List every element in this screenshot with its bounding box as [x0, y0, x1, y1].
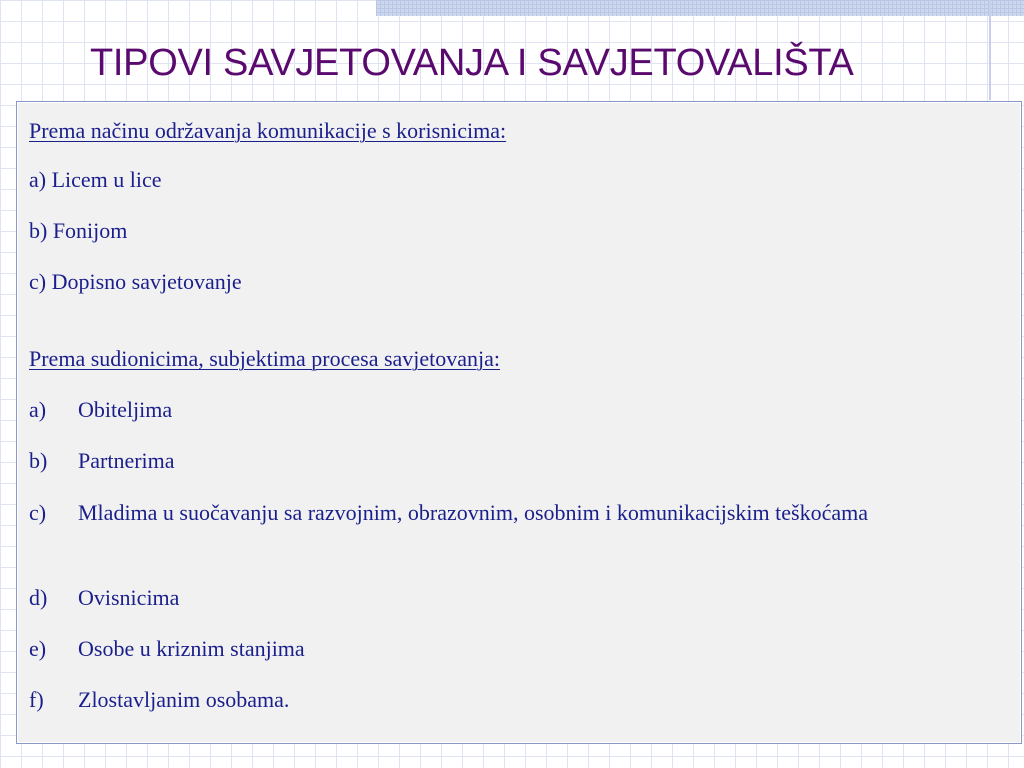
list-marker: a) [29, 397, 47, 422]
list-item [29, 682, 1009, 717]
list-item-text: Obiteljima [78, 397, 173, 422]
list-item-text: Partnerima [78, 448, 175, 473]
list-item: a) Licem u lice [29, 167, 162, 192]
list-item [29, 495, 1009, 530]
list-item: c) Dopisno savjetovanje [29, 269, 242, 294]
list-marker: f) [29, 687, 44, 712]
list-marker: d) [29, 585, 48, 610]
list-item-text: Zlostavljanim osobama. [78, 687, 290, 712]
right-decorative-line [989, 0, 991, 100]
top-decorative-band [376, 0, 1024, 16]
content-box [16, 101, 1022, 744]
list-item [29, 631, 1009, 666]
list-item: b) Fonijom [29, 218, 128, 243]
list-item-text: Mladima u suočavanju sa razvojnim, obrazovnim, osobnim i komunikacijskim teškoćama [78, 500, 869, 525]
list-item [29, 580, 1009, 615]
list-item [29, 392, 1009, 427]
slide-title: TIPOVI SAVJETOVANJA I SAVJETOVALIŠTA [90, 42, 854, 84]
list-item-text: Osobe u kriznim stanjima [78, 636, 305, 661]
list-item [29, 443, 1009, 478]
section-heading-participants: Prema sudionicima, subjektima procesa savjetovanja: [29, 346, 501, 371]
list-marker: b) [29, 448, 48, 473]
list-item-text: Ovisnicima [78, 585, 180, 610]
section-heading-communication: Prema načinu održavanja komunikacije s korisnicima: [29, 118, 507, 143]
list-marker: e) [29, 636, 47, 661]
list-marker: c) [29, 500, 47, 525]
